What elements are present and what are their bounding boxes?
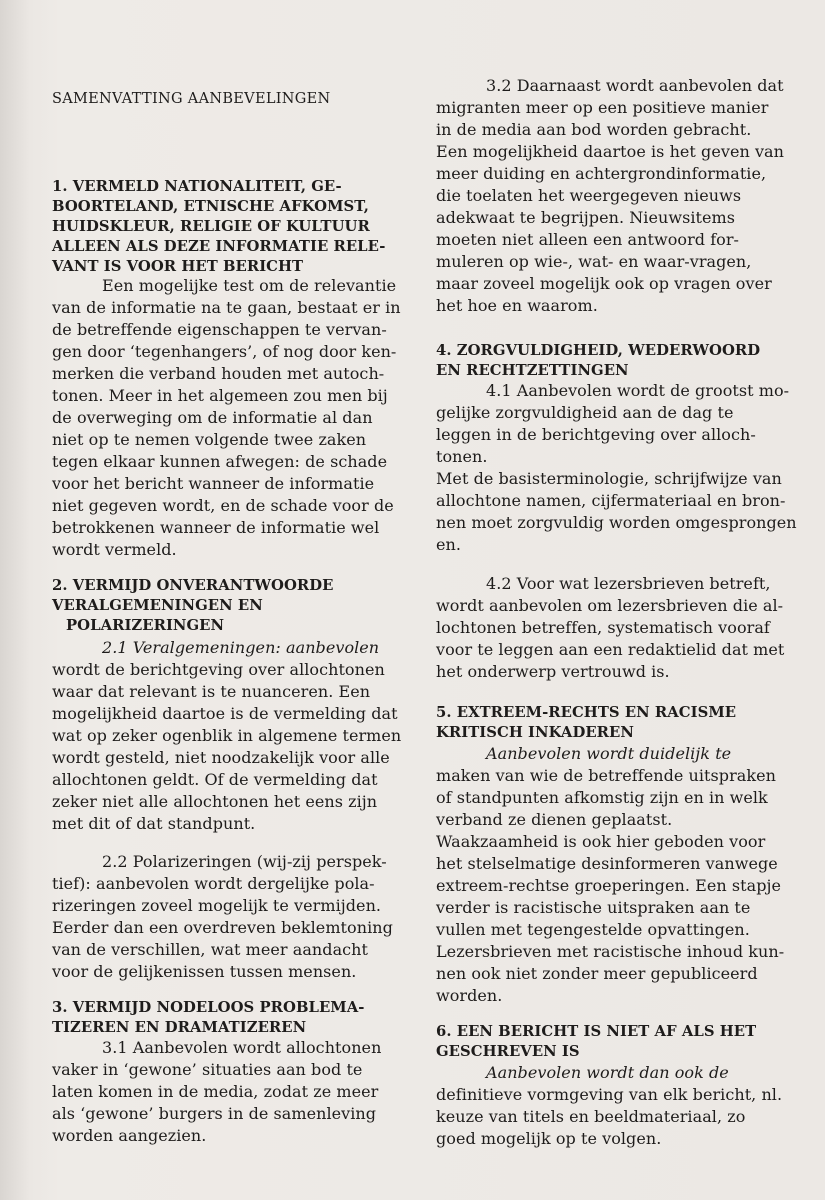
paragraph-4-1-line: leggen in de berichtgeving over alloch- — [436, 425, 756, 444]
paragraph-5-line: het stelselmatige desinformeren vanwege — [436, 854, 778, 873]
paragraph-1-line: Een mogelijke test om de relevantie — [102, 276, 397, 295]
paragraph-2-1-line: 2.1 Veralgemeningen: aanbevolen — [102, 638, 380, 657]
paragraph-5-line: of standpunten afkomstig zijn en in welk — [436, 788, 768, 807]
heading-2-line: 2. VERMIJD ONVERANTWOORDE — [52, 577, 334, 594]
paragraph-5-line: extreem-rechtse groeperingen. Een stapje — [436, 876, 782, 895]
heading-1-line: BOORTELAND, ETNISCHE AFKOMST, — [52, 198, 369, 215]
heading-3-line: 3. VERMIJD NODELOOS PROBLEMA- — [52, 999, 365, 1016]
paragraph-5-line: worden. — [436, 986, 503, 1005]
paragraph-1-line: de betreffende eigenschappen te vervan- — [52, 320, 387, 339]
paragraph-1-line: niet gegeven wordt, en de schade voor de — [52, 496, 394, 515]
paragraph-6-line: Aanbevolen wordt dan ook de — [486, 1063, 729, 1082]
paragraph-3-2-line: meer duiding en achtergrondinformatie, — [436, 164, 767, 183]
heading-6-line: GESCHREVEN IS — [436, 1043, 580, 1060]
paragraph-2-1-line: met dit of dat standpunt. — [52, 814, 256, 833]
paragraph-2-2-line: van de verschillen, wat meer aandacht — [52, 940, 368, 959]
paragraph-5-line: verband ze dienen geplaatst. — [436, 810, 673, 829]
paragraph-1-line: van de informatie na te gaan, bestaat er in — [52, 298, 401, 317]
heading-4-line: 4. ZORGVULDIGHEID, WEDERWOORD — [436, 342, 761, 359]
paragraph-6-line: keuze van titels en beeldmateriaal, zo — [436, 1107, 746, 1126]
paragraph-5-line: nen ook niet zonder meer gepubliceerd — [436, 964, 758, 983]
paragraph-6-line: goed mogelijk op te volgen. — [436, 1129, 662, 1148]
paragraph-3-2-line: die toelaten het weergegeven nieuws — [436, 186, 742, 205]
paragraph-4-1-line: nen moet zorgvuldig worden omgesprongen — [436, 513, 797, 532]
paragraph-4-1-line: allochtone namen, cijfermateriaal en bron- — [436, 491, 786, 510]
paragraph-5-line: Waakzaamheid is ook hier geboden voor — [436, 832, 766, 851]
heading-1-line: HUIDSKLEUR, RELIGIE OF KULTUUR — [52, 218, 370, 235]
paragraph-3-2-line: 3.2 Daarnaast wordt aanbevolen dat — [486, 76, 784, 95]
heading-1-line: VANT IS VOOR HET BERICHT — [52, 258, 304, 275]
paragraph-2-1-line: waar dat relevant is te nuanceren. Een — [52, 682, 371, 701]
paragraph-5-line: vullen met tegengestelde opvattingen. — [436, 920, 750, 939]
paragraph-3-2-line: maar zoveel mogelijk ook op vragen over — [436, 274, 772, 293]
paragraph-3-1-line: als ‘gewone’ burgers in de samenleving — [52, 1104, 377, 1123]
paragraph-3-1-line: vaker in ‘gewone’ situaties aan bod te — [52, 1060, 363, 1079]
paragraph-3-2-line: migranten meer op een positieve manier — [436, 98, 769, 117]
paragraph-3-2-line: muleren op wie-, wat- en waar-vragen, — [436, 252, 752, 271]
paragraph-2-1-line: allochtonen geldt. Of de vermelding dat — [52, 770, 378, 789]
paragraph-1-line: niet op te nemen volgende twee zaken — [52, 430, 367, 449]
paragraph-1-line: tegen elkaar kunnen afwegen: de schade — [52, 452, 388, 471]
paragraph-2-2-line: Eerder dan een overdreven beklemtoning — [52, 918, 393, 937]
heading-4-line: EN RECHTZETTINGEN — [436, 362, 629, 379]
paragraph-4-2-line: 4.2 Voor wat lezersbrieven betreft, — [486, 574, 771, 593]
paragraph-3-2-line: in de media aan bod worden gebracht. — [436, 120, 752, 139]
paragraph-1-line: wordt vermeld. — [52, 540, 177, 559]
paragraph-1-line: tonen. Meer in het algemeen zou men bij — [52, 386, 388, 405]
paragraph-3-2-line: Een mogelijkheid daartoe is het geven van — [436, 142, 784, 161]
heading-2-line: POLARIZERINGEN — [66, 617, 225, 634]
paragraph-5-line: verder is racistische uitspraken aan te — [436, 898, 751, 917]
paragraph-4-1-line: gelijke zorgvuldigheid aan de dag te — [436, 403, 734, 422]
paragraph-2-2-line: tief): aanbevolen wordt dergelijke pola- — [52, 874, 375, 893]
heading-5-line: KRITISCH INKADEREN — [436, 724, 634, 741]
paragraph-3-2-line: het hoe en waarom. — [436, 296, 598, 315]
paragraph-4-1-line: 4.1 Aanbevolen wordt de grootst mo- — [486, 381, 790, 400]
paragraph-6-line: definitieve vormgeving van elk bericht, nl. — [436, 1085, 783, 1104]
paragraph-1-line: gen door ‘tegenhangers’, of nog door ken- — [52, 342, 397, 361]
paragraph-4-2-line: lochtonen betreffen, systematisch vooraf — [436, 618, 770, 637]
paragraph-2-1-line: wat op zeker ogenblik in algemene termen — [52, 726, 402, 745]
paragraph-5-line: Lezersbrieven met racistische inhoud kun- — [436, 942, 785, 961]
paragraph-3-1-line: laten komen in de media, zodat ze meer — [52, 1082, 379, 1101]
paragraph-1-line: merken die verband houden met autoch- — [52, 364, 385, 383]
heading-1-line: 1. VERMELD NATIONALITEIT, GE- — [52, 178, 342, 195]
paragraph-3-1-line: worden aangezien. — [52, 1126, 207, 1145]
paragraph-4-1-line: Met de basisterminologie, schrijfwijze van — [436, 469, 782, 488]
paragraph-2-1-line: mogelijkheid daartoe is de vermelding dat — [52, 704, 398, 723]
paragraph-4-2-line: voor te leggen aan een redaktielid dat met — [436, 640, 785, 659]
paragraph-5-line: maken van wie de betreffende uitspraken — [436, 766, 776, 785]
paragraph-4-2-line: het onderwerp vertrouwd is. — [436, 662, 670, 681]
paragraph-3-1-line: 3.1 Aanbevolen wordt allochtonen — [102, 1038, 382, 1057]
paragraph-1-line: betrokkenen wanneer de informatie wel — [52, 518, 380, 537]
heading-1-line: ALLEEN ALS DEZE INFORMATIE RELE- — [52, 238, 386, 255]
heading-6-line: 6. EEN BERICHT IS NIET AF ALS HET — [436, 1023, 757, 1040]
paragraph-2-2-line: 2.2 Polarizeringen (wij-zij perspek- — [102, 852, 387, 871]
paragraph-2-2-line: voor de gelijkenissen tussen mensen. — [52, 962, 357, 981]
paragraph-5-line: Aanbevolen wordt duidelijk te — [486, 744, 732, 763]
paragraph-2-1-line: wordt gesteld, niet noodzakelijk voor alle — [52, 748, 390, 767]
paragraph-2-2-line: rizeringen zoveel mogelijk te vermijden. — [52, 896, 382, 915]
paragraph-3-2-line: adekwaat te begrijpen. Nieuwsitems — [436, 208, 735, 227]
heading-2-line: VERALGEMENINGEN EN — [52, 597, 263, 614]
heading-3-line: TIZEREN EN DRAMATIZEREN — [52, 1019, 307, 1036]
paragraph-3-2-line: moeten niet alleen een antwoord for- — [436, 230, 740, 249]
paragraph-2-1-line: zeker niet alle allochtonen het eens zijn — [52, 792, 378, 811]
paragraph-4-1-line: tonen. — [436, 447, 488, 466]
paragraph-4-2-line: wordt aanbevolen om lezersbrieven die al- — [436, 596, 784, 615]
paragraph-2-1-line: wordt de berichtgeving over allochtonen — [52, 660, 385, 679]
heading-5-line: 5. EXTREEM-RECHTS EN RACISME — [436, 704, 737, 721]
paragraph-1-line: voor het bericht wanneer de informatie — [52, 474, 375, 493]
paragraph-1-line: de overweging om de informatie al dan — [52, 408, 373, 427]
document-title: SAMENVATTING AANBEVELINGEN — [52, 91, 331, 107]
paragraph-4-1-line: en. — [436, 535, 462, 554]
